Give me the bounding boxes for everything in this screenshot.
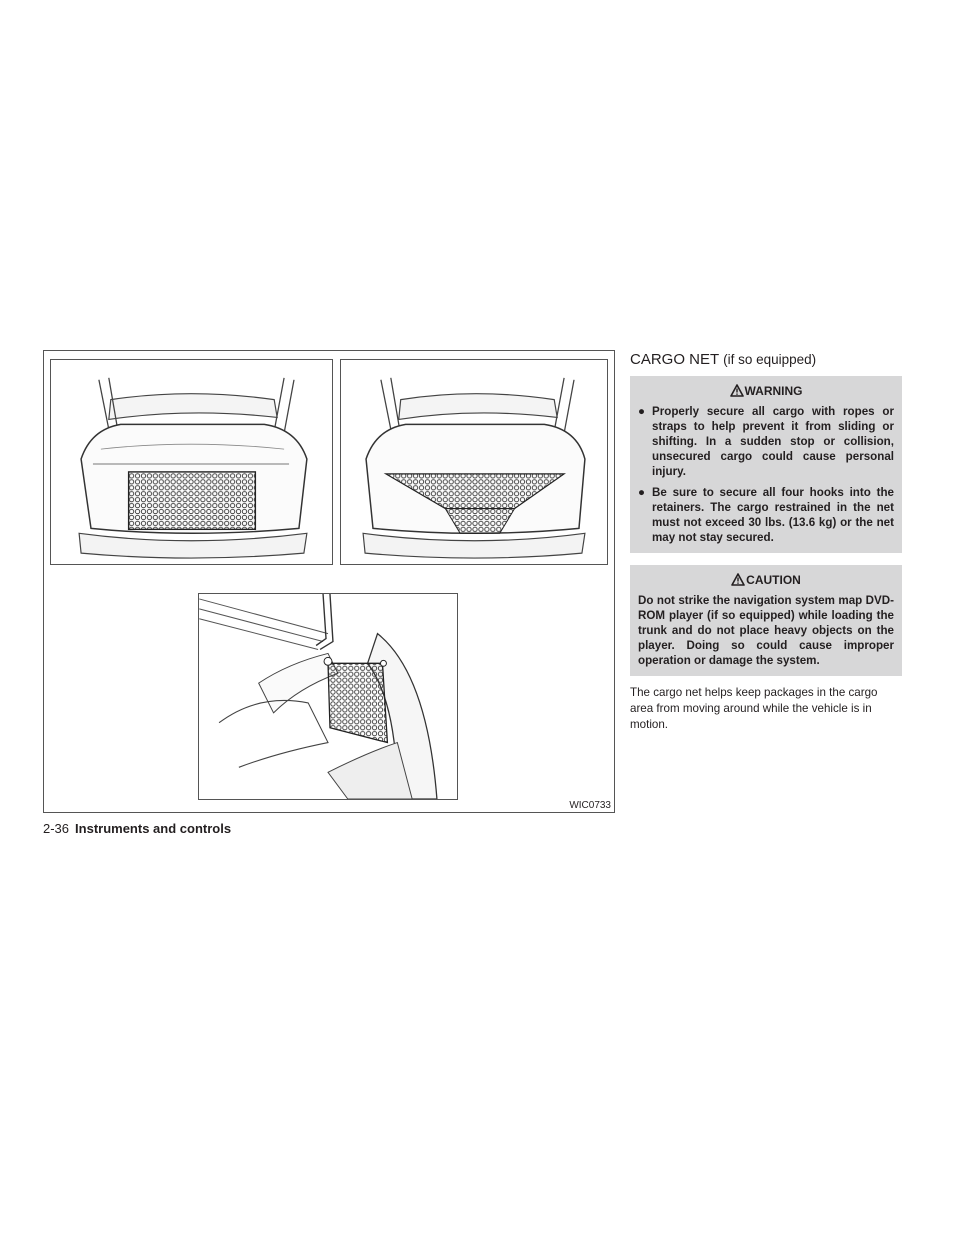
trunk-floor-net-drawing	[341, 360, 607, 564]
figure-panel-upright-net	[50, 359, 333, 565]
text-column	[630, 350, 902, 733]
figure-code: WIC0733	[569, 800, 611, 811]
warning-item-text: Properly secure all cargo with ropes or straps to help prevent it from sliding or shifting. In a sudden stop or collision, unsecured cargo could cause personal injury.	[652, 405, 894, 478]
cargo-net-illustration	[43, 350, 615, 813]
warning-item	[638, 404, 894, 479]
section-title: CARGO NET	[630, 351, 719, 368]
section-heading	[630, 350, 902, 370]
warning-item	[638, 485, 894, 545]
bullet-icon: ●	[638, 405, 646, 418]
page-footer	[43, 821, 231, 836]
caution-text: Do not strike the navigation system map DVD-ROM player (if so equipped) while loading the trunk and do not place heavy objects on the player. Doing so could cause improper operation or damage the system.	[638, 594, 894, 667]
trunk-side-net-drawing	[199, 594, 457, 799]
trunk-upright-net-drawing	[51, 360, 332, 564]
section-title-suffix: (if so equipped)	[723, 352, 817, 367]
warning-box	[630, 376, 902, 553]
footer-section-name: Instruments and controls	[75, 821, 232, 836]
body-paragraph: The cargo net helps keep packages in the cargo area from moving around while the vehicle is in motion.	[630, 686, 878, 731]
warning-header	[638, 382, 894, 400]
figure-panel-floor-net	[340, 359, 608, 565]
caution-label: CAUTION	[746, 573, 801, 587]
caution-header	[638, 571, 894, 589]
page-number: 2-36	[43, 821, 70, 836]
caution-box	[630, 565, 902, 676]
warning-label: WARNING	[744, 384, 803, 398]
warning-item-text: Be sure to secure all four hooks into the retainers. The cargo restrained in the net must not exceed 30 lbs. (13.6 kg) or the net may not stay secured.	[652, 486, 894, 544]
figure-panel-side-net	[198, 593, 458, 800]
caution-triangle-icon	[731, 573, 745, 586]
warning-triangle-icon	[730, 384, 744, 397]
bullet-icon: ●	[638, 486, 646, 499]
